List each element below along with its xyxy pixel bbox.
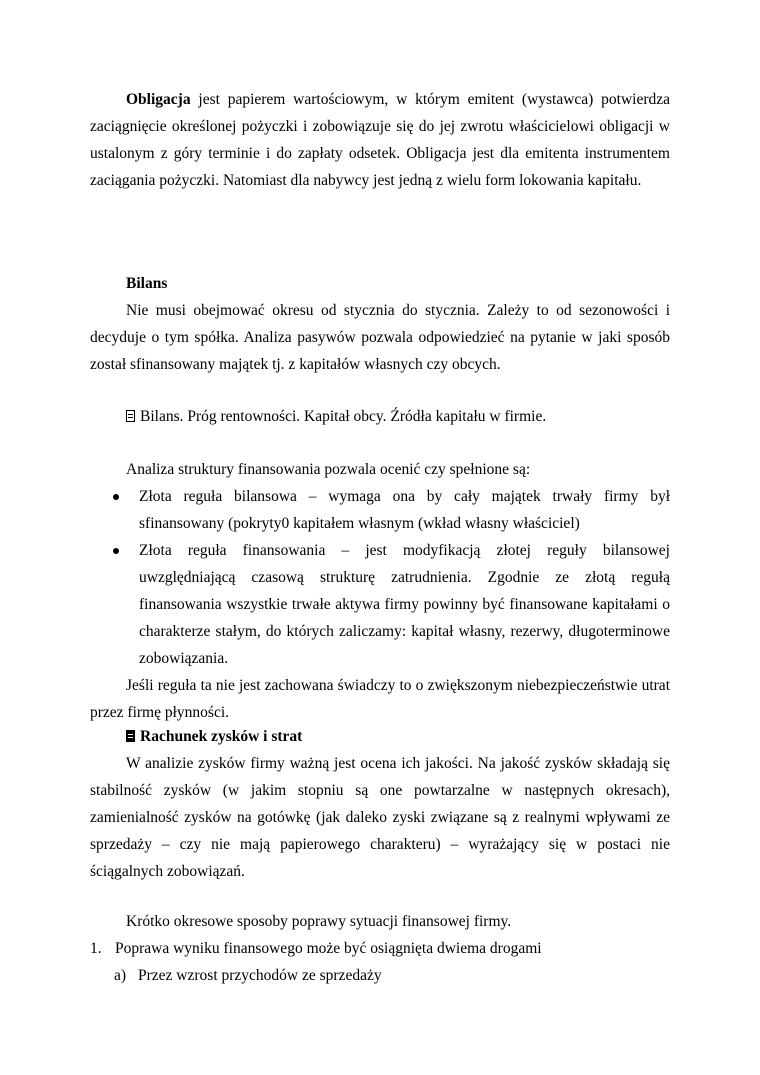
section-rachunek: [90, 723, 670, 885]
list-item: Złota reguła finansowania – jest modyfikacją złotej reguły bilansowej uwzględniającą czasową strukturę zatrudnienia. Zgodnie ze złotą regułą finansowania wszystkie trwałe aktywa firmy powinny być finansowane kapitałami o charakterze stałym, do których zaliczamy: kapitał własny, rezerwy, długoterminowe zobowiązania.: [90, 537, 670, 672]
section-sposoby: [90, 908, 670, 989]
note-text: Bilans. Próg rentowności. Kapitał obcy. Źródła kapitału w firmie.: [140, 408, 547, 425]
section-bilans: [90, 270, 670, 378]
paragraph-rachunek: W analizie zysków firmy ważną jest ocena ich jakości. Na jakość zysków składają się stabilność zysków (w jakim stopniu są one powtarzalne w następnych okresach), zamienialność zysków na gotówkę (jak daleko zyski związane są z realnymi wpływami ze sprzedaży – czy nie mają papierowego charakteru) – wyrażający się w postaci nie ściągalnych zobowiązań.: [90, 755, 670, 880]
document-icon: [126, 410, 135, 422]
sub-item-letter: a): [114, 967, 127, 984]
lettered-item: [90, 962, 670, 989]
item-number: 1.: [90, 940, 102, 957]
section-analiza: [90, 456, 670, 726]
analiza-closing: Jeśli reguła ta nie jest zachowana świadczy to o zwiększonym niebezpieczeństwie utrat przez firmę płynności.: [90, 677, 670, 721]
heading-rachunek: Rachunek zysków i strat: [140, 728, 303, 745]
analiza-intro: Analiza struktury finansowania pozwala ocenić czy spełnione są:: [126, 461, 531, 478]
obligacja-definition: jest papierem wartościowym, w którym emitent (wystawca) potwierdza zaciągnięcie określonej pożyczki i zobowiązuje się do jej zwrotu właścicielowi obligacji w ustalonym z góry terminie i do zapłaty odsetek. Obligacja jest dla emitenta instrumentem zaciągania pożyczki. Natomiast dla nabywcy jest jedną z wielu form lokowania kapitału.: [90, 91, 670, 189]
list-item: Złota reguła bilansowa – wymaga ona by cały majątek trwały firmy był sfinansowany (pokryty0 kapitałem własnym (wkład własny właściciel): [90, 483, 670, 537]
sposoby-intro: Krótko okresowe sposoby poprawy sytuacji finansowej firmy.: [126, 913, 512, 930]
document-filled-icon: [126, 730, 135, 742]
term-obligacja: Obligacja: [126, 91, 191, 108]
numbered-item: [90, 935, 670, 962]
sub-item-text: Przez wzrost przychodów ze sprzedaży: [138, 967, 382, 984]
rules-list: [90, 483, 670, 672]
heading-bilans: Bilans: [126, 275, 168, 292]
paragraph-obligacja: [90, 86, 670, 194]
note-line: [90, 403, 670, 430]
paragraph-bilans: Nie musi obejmować okresu od stycznia do stycznia. Zależy to od sezonowości i decyduje o tym spółka. Analiza pasywów pozwala odpowiedzieć na pytanie w jaki sposób został sfinansowany majątek tj. z kapitałów własnych czy obcych.: [90, 302, 670, 373]
item-text: Poprawa wyniku finansowego może być osiągnięta dwiema drogami: [115, 940, 542, 957]
